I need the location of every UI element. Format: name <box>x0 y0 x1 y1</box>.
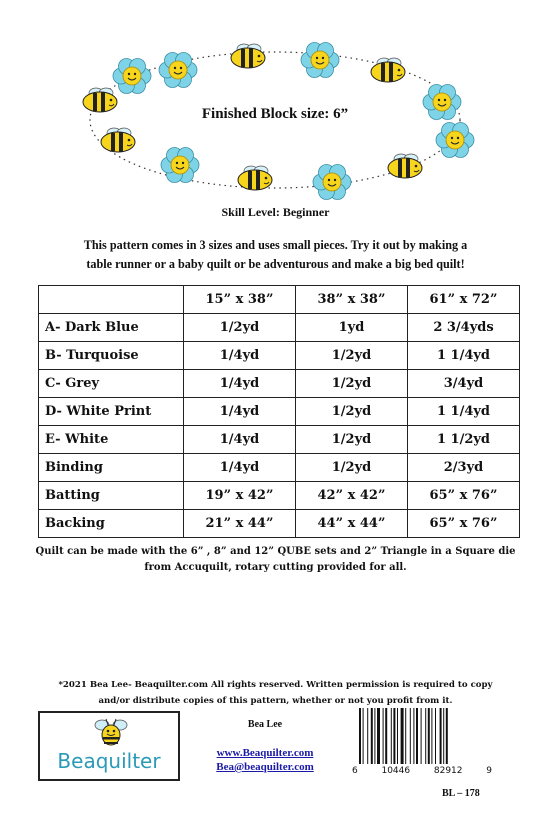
table-cell: 1/2yd <box>296 370 408 398</box>
note-line-2: from Accuquilt, rotary cutting provided for all. <box>144 562 407 573</box>
table-cell: 1yd <box>296 314 408 342</box>
table-cell: 1/2yd <box>184 314 296 342</box>
bee-icon <box>101 128 135 152</box>
flower-icon <box>113 59 151 94</box>
table-row <box>39 314 520 342</box>
barcode-digits <box>352 766 492 776</box>
table-row <box>39 510 520 538</box>
pattern-code: BL – 178 <box>442 788 480 799</box>
row-label: C- Grey <box>39 370 184 398</box>
table-cell: 42” x 42” <box>296 482 408 510</box>
table-cell: 21” x 44” <box>184 510 296 538</box>
flower-icon <box>436 123 474 158</box>
table-cell: 19” x 42” <box>184 482 296 510</box>
fabric-requirements-table <box>38 285 520 538</box>
row-label: B- Turquoise <box>39 342 184 370</box>
table-cell: 1 1/2yd <box>408 426 520 454</box>
table-row <box>39 370 520 398</box>
copyright-notice <box>30 677 521 709</box>
row-label: D- White Print <box>39 398 184 426</box>
table-row <box>39 482 520 510</box>
intro-line-1: This pattern comes in 3 sizes and uses small pieces. Try it out by making a <box>83 238 468 252</box>
row-label: E- White <box>39 426 184 454</box>
table-cell: 1/2yd <box>296 398 408 426</box>
barcode-digit-group: 6 <box>352 766 358 776</box>
table-cell: 1 1/4yd <box>408 342 520 370</box>
barcode-digit-group: 82912 <box>433 766 463 776</box>
flower-icon <box>159 53 197 88</box>
row-label: Batting <box>39 482 184 510</box>
row-label: Binding <box>39 454 184 482</box>
table-cell: 1/4yd <box>184 342 296 370</box>
flower-icon <box>301 43 339 78</box>
email-link[interactable]: Bea@beaquilter.com <box>216 761 314 773</box>
table-row <box>39 454 520 482</box>
table-row <box>39 398 520 426</box>
contact-links <box>190 746 340 774</box>
finished-block-size: Finished Block size: 6” <box>201 106 349 122</box>
intro-line-2: table runner or a baby quilt or be adventurous and make a big bed quilt! <box>86 257 465 271</box>
column-header: 38” x 38” <box>296 286 408 314</box>
logo-text: Beaquilter <box>57 749 161 773</box>
table-cell: 65” x 76” <box>408 510 520 538</box>
column-header: 61” x 72” <box>408 286 520 314</box>
table-row <box>39 426 520 454</box>
flower-icon <box>161 148 199 183</box>
table-cell: 1/2yd <box>296 454 408 482</box>
website-link[interactable]: www.Beaquilter.com <box>216 747 314 759</box>
table-cell: 1/4yd <box>184 454 296 482</box>
bee-icon <box>388 154 422 178</box>
column-header: 15” x 38” <box>184 286 296 314</box>
author-name: Bea Lee <box>247 719 283 730</box>
note-line-1: Quilt can be made with the 6” , 8” and 12” QUBE sets and 2” Triangle in a Square die <box>35 546 516 557</box>
bee-icon <box>83 88 117 112</box>
barcode-digit-group: 9 <box>486 766 492 776</box>
table-cell: 1/4yd <box>184 426 296 454</box>
column-header <box>39 286 184 314</box>
table-cell: 2 3/4yds <box>408 314 520 342</box>
table-cell: 1 1/4yd <box>408 398 520 426</box>
flower-icon <box>423 85 461 120</box>
table-header-row <box>39 286 520 314</box>
table-cell: 1/2yd <box>296 342 408 370</box>
row-label: Backing <box>39 510 184 538</box>
barcode-digit-group: 10446 <box>381 766 411 776</box>
table-cell: 1/4yd <box>184 370 296 398</box>
copyright-line-2: and/or distribute copies of this pattern, whether or not you profit from it. <box>98 696 453 706</box>
pattern-intro <box>20 236 531 274</box>
accuquilt-note <box>20 544 531 576</box>
table-row <box>39 342 520 370</box>
table-cell: 1/4yd <box>184 398 296 426</box>
barcode <box>357 708 485 764</box>
row-label: A- Dark Blue <box>39 314 184 342</box>
table-cell: 2/3yd <box>408 454 520 482</box>
table-cell: 65” x 76” <box>408 482 520 510</box>
bee-icon <box>93 717 129 747</box>
copyright-line-1: *2021 Bea Lee- Beaquilter.com All rights reserved. Written permission is required to copy <box>58 680 493 690</box>
flower-icon <box>313 165 351 200</box>
table-cell: 44” x 44” <box>296 510 408 538</box>
bee-icon <box>238 166 272 190</box>
bee-icon <box>371 58 405 82</box>
table-cell: 1/2yd <box>296 426 408 454</box>
skill-level: Skill Level: Beginner <box>221 205 330 219</box>
beaquilter-logo <box>38 711 180 781</box>
bee-icon <box>231 44 265 68</box>
table-cell: 3/4yd <box>408 370 520 398</box>
